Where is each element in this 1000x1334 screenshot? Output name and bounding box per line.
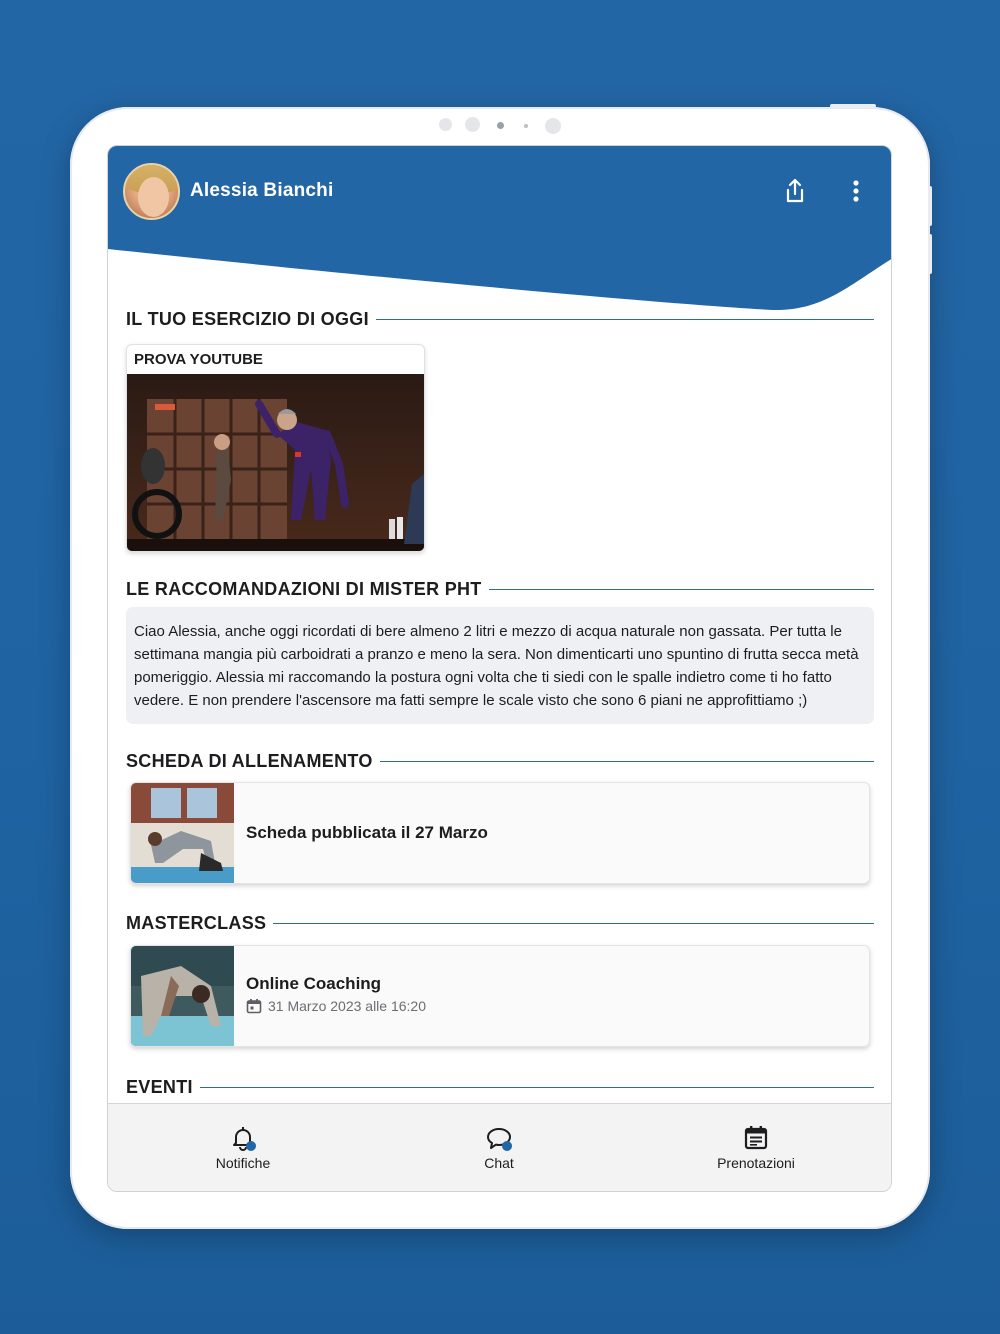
divider <box>200 1087 874 1089</box>
divider <box>489 589 874 591</box>
nav-label: Prenotazioni <box>717 1155 795 1171</box>
share-icon[interactable] <box>780 176 810 206</box>
section-title: MASTERCLASS <box>126 913 267 933</box>
divider <box>380 761 874 763</box>
masterclass-thumbnail <box>131 946 234 1047</box>
video-title: PROVA YOUTUBE <box>134 351 263 368</box>
tablet-volume-down <box>928 234 932 274</box>
tablet-volume-up <box>928 186 932 226</box>
section-masterclass <box>126 913 874 934</box>
header-background <box>108 146 892 316</box>
training-card-title: Scheda pubblicata il 27 Marzo <box>246 823 488 842</box>
training-card[interactable] <box>130 782 870 884</box>
divider <box>376 319 874 321</box>
section-title: EVENTI <box>126 1077 193 1097</box>
section-events <box>126 1077 874 1098</box>
camera-dot <box>465 117 480 132</box>
tablet-top-button <box>830 104 876 108</box>
bell-icon <box>229 1124 257 1152</box>
section-recommendations <box>126 579 874 600</box>
masterclass-card[interactable] <box>130 945 870 1047</box>
nav-item-notifiche[interactable] <box>143 1104 343 1192</box>
user-name: Alessia Bianchi <box>190 180 334 201</box>
video-card[interactable] <box>126 344 425 552</box>
chat-icon <box>485 1124 513 1152</box>
app-screen <box>107 145 892 1192</box>
nav-item-prenotazioni[interactable] <box>656 1104 856 1192</box>
more-vertical-icon[interactable] <box>841 176 871 206</box>
bottom-navigation <box>108 1103 892 1192</box>
calendar-icon <box>246 998 262 1014</box>
camera-lens <box>497 122 504 129</box>
calendar-icon <box>742 1124 770 1152</box>
camera-dot <box>439 118 452 131</box>
masterclass-card-title: Online Coaching <box>246 974 382 993</box>
masterclass-card-date: 31 Marzo 2023 alle 16:20 <box>268 998 426 1014</box>
nav-label: Notifiche <box>215 1155 271 1171</box>
camera-dot <box>545 118 561 134</box>
divider <box>273 923 874 925</box>
nav-item-chat[interactable] <box>399 1104 599 1192</box>
training-thumbnail <box>131 783 234 884</box>
camera-dot <box>524 124 528 128</box>
section-title: LE RACCOMANDAZIONI DI MISTER PHT <box>126 579 482 599</box>
section-training <box>126 751 874 772</box>
masterclass-card-date-row <box>246 998 426 1014</box>
recommendation-text: Ciao Alessia, anche oggi ricordati di bere almeno 2 litri e mezzo di acqua naturale non gassata. Per tutta le settimana mangia più carboidrati a pranzo e meno la sera. Non dimenticarti uno spuntino di frutta secca metà pomeriggio. Alessia mi raccomando la postura ogni volta che ti siedi con le spalle indietro come ti ho fatto vedere. E non prendere l'ascensore ma fatti sempre le scale visto che sono 6 piani ne approfittiamo ;) <box>126 607 874 724</box>
video-thumbnail[interactable] <box>127 374 425 552</box>
section-exercise <box>126 309 874 330</box>
nav-label: Chat <box>484 1155 514 1171</box>
section-title: SCHEDA DI ALLENAMENTO <box>126 751 373 771</box>
section-title: IL TUO ESERCIZIO DI OGGI <box>126 309 369 329</box>
avatar[interactable] <box>123 163 180 220</box>
